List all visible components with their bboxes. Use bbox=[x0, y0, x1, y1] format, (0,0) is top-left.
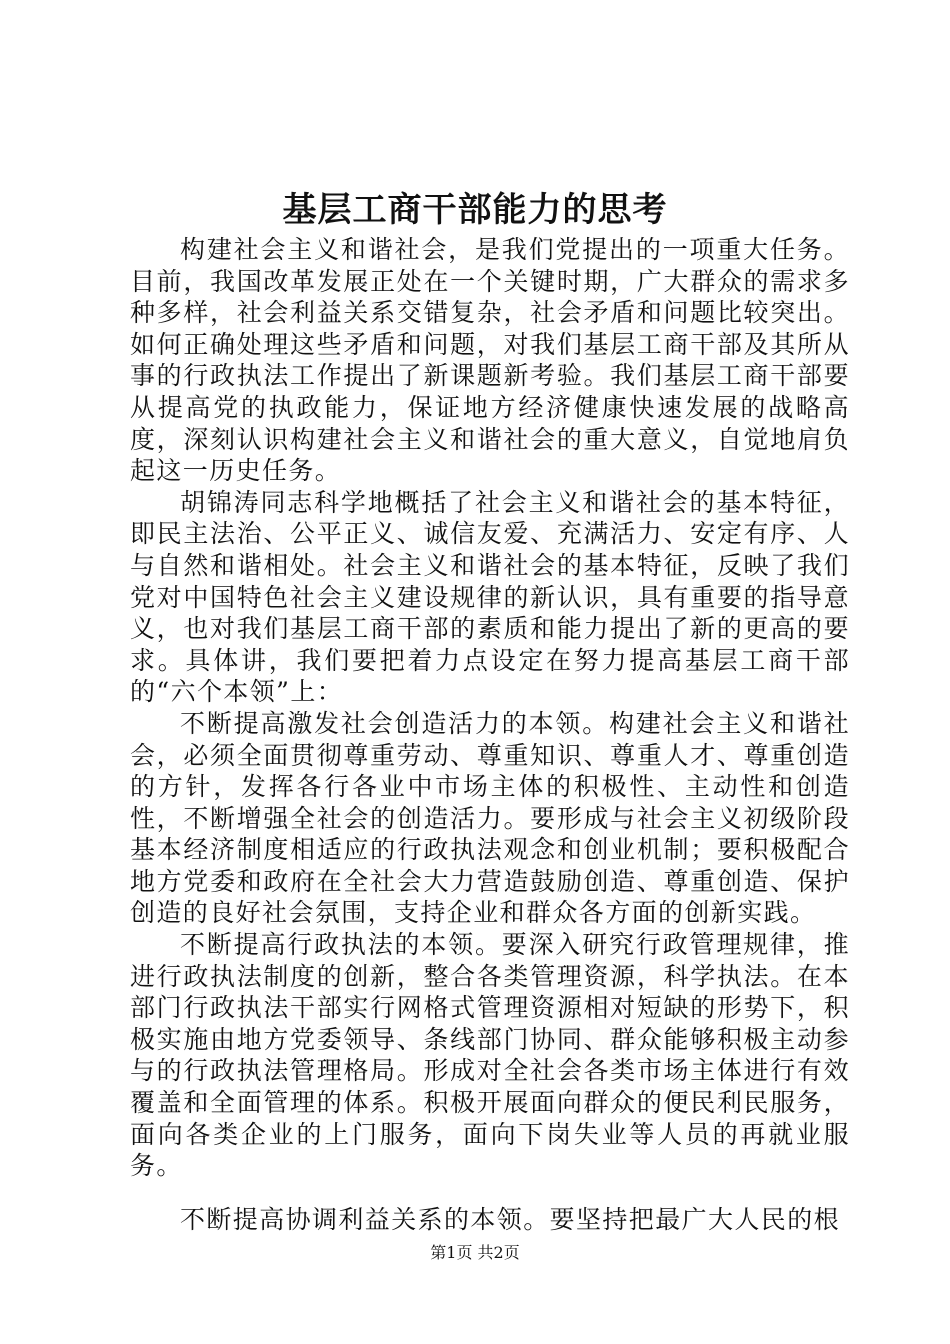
paragraph-intro: 构建社会主义和谐社会，是我们党提出的一项重大任务。目前，我国改革发展正处在一个关键时期，广大群众的需求多种多样，社会利益关系交错复杂，社会矛盾和问题比较突出。如何正确处理这些矛盾和问题，对我们基层工商干部及其所从事的行政执法工作提出了新课题新考验。我们基层工商干部要从提高党的执政能力，保证地方经济健康快速发展的战略高度，深刻认识构建社会主义和谐社会的重大意义，自觉地肩负起这一历史任务。 bbox=[130, 235, 850, 486]
paragraph-features: 胡锦涛同志科学地概括了社会主义和谐社会的基本特征，即民主法治、公平正义、诚信友爱、充满活力、安定有序、人与自然和谐相处。社会主义和谐社会的基本特征，反映了我们党对中国特色社会主义建设规律的新认识，具有重要的指导意义，也对我们基层工商干部的素质和能力提出了新的更高的要求。具体讲，我们要把着力点设定在努力提高基层工商干部的“六个本领”上： bbox=[130, 487, 850, 707]
paragraph-enforcement: 不断提高行政执法的本领。要深入研究行政管理规律，推进行政执法制度的创新，整合各类管理资源，科学执法。在本部门行政执法干部实行网格式管理资源相对短缺的形势下，积极实施由地方党委领导、条线部门协同、群众能够积极主动参与的行政执法管理格局。形成对全社会各类市场主体进行有效覆盖和全面管理的体系。积极开展面向群众的便民利民服务，面向各类企业的上门服务，面向下岗失业等人员的再就业服务。 bbox=[130, 930, 850, 1181]
paragraph-coordination: 不断提高协调利益关系的本领。要坚持把最广大人民的根 bbox=[180, 1204, 841, 1234]
document-body bbox=[130, 234, 850, 1235]
page-footer: 第1页 共2页 bbox=[430, 1243, 520, 1262]
paragraph-creativity: 不断提高激发社会创造活力的本领。构建社会主义和谐社会，必须全面贯彻尊重劳动、尊重知识、尊重人才、尊重创造的方针，发挥各行各业中市场主体的积极性、主动性和创造性，不断增强全社会的创造活力。要形成与社会主义初级阶段基本经济制度相适应的行政执法观念和创业机制；要积极配合地方党委和政府在全社会大力营造鼓励创造、尊重创造、保护创造的良好社会氛围，支持企业和群众各方面的创新实践。 bbox=[130, 708, 850, 928]
document-title: 基层工商干部能力的思考 bbox=[282, 190, 668, 230]
